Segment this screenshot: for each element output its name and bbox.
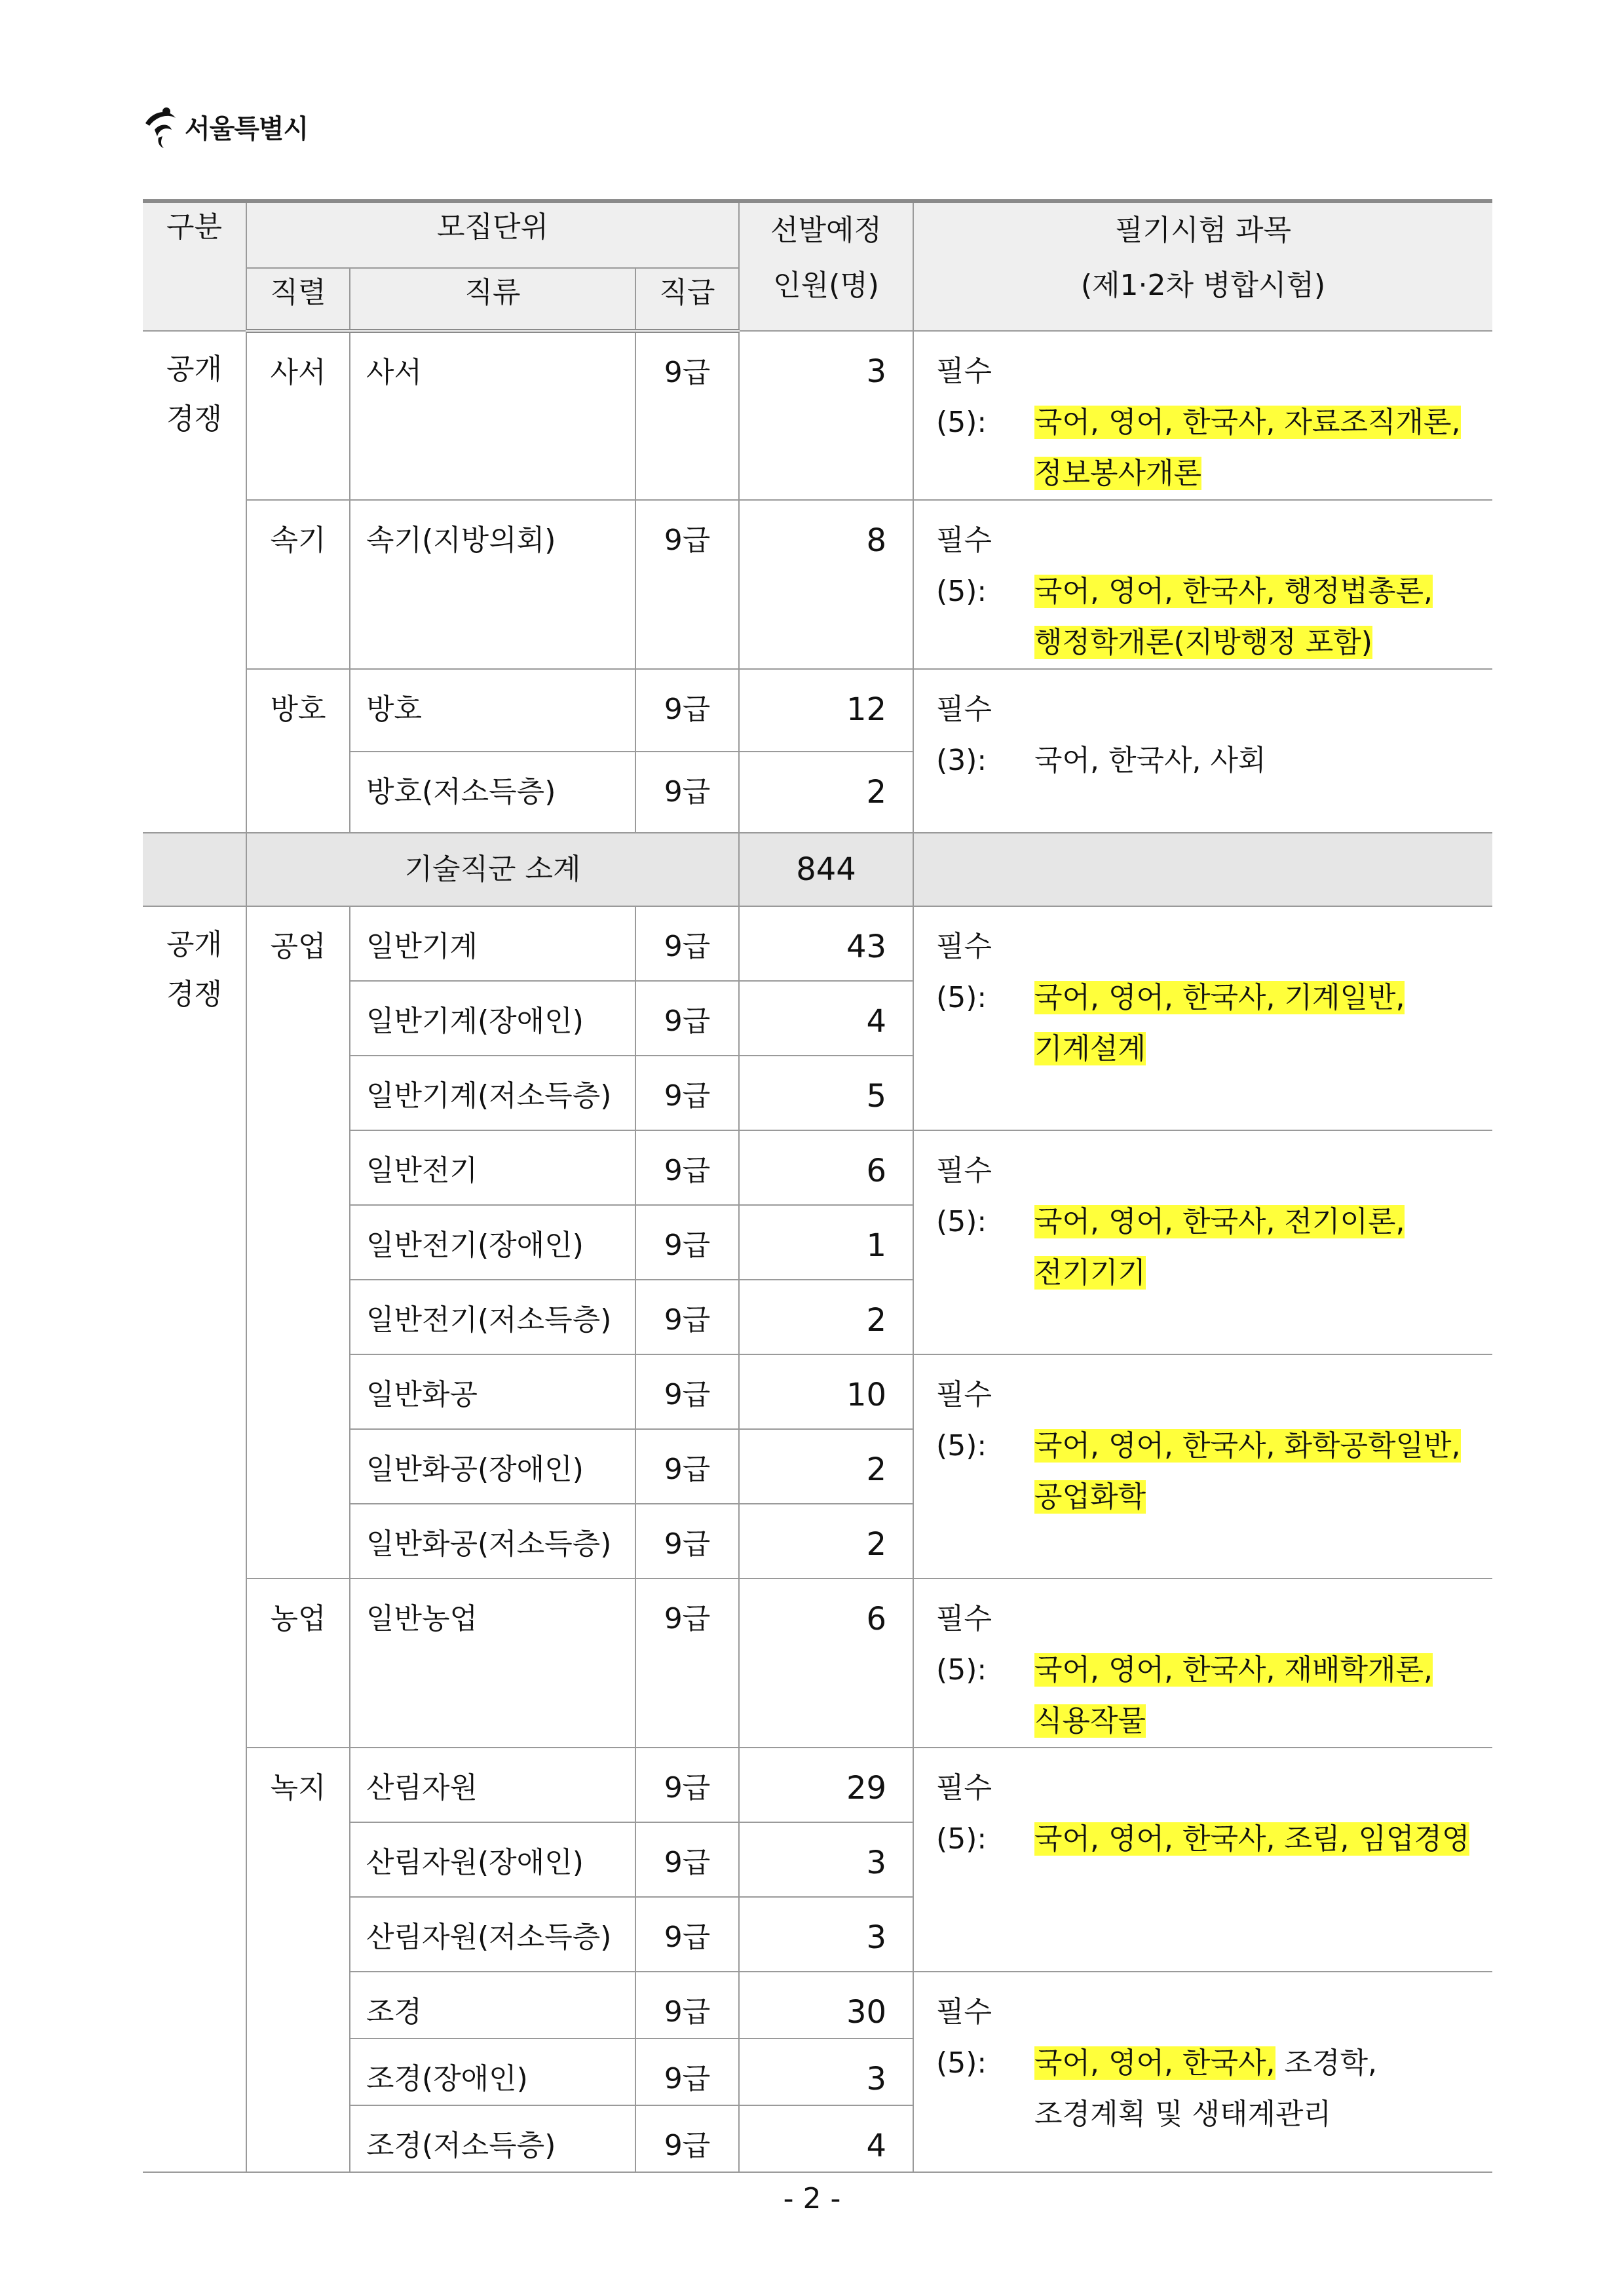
count-value: 2 xyxy=(866,1526,887,1563)
grade-cell xyxy=(635,1972,739,2038)
grade-cell xyxy=(635,1748,739,1822)
jikryu-label: 산림자원(저소득층) xyxy=(366,1921,612,1954)
series-cell xyxy=(246,500,350,669)
subject-line2: 공업화학 xyxy=(1034,1480,1146,1514)
grade-cell xyxy=(635,669,739,752)
grade-label: 9급 xyxy=(664,775,711,809)
subtotal-empty-subject xyxy=(913,833,1492,906)
count-cell xyxy=(739,1897,913,1972)
jikryu-label: 일반화공 xyxy=(366,1378,478,1411)
count-value: 1 xyxy=(866,1227,887,1264)
subject-line1: 국어, 영어, 한국사, 전기이론, xyxy=(1034,1205,1405,1238)
jikryu-cell xyxy=(350,1354,635,1429)
subject-cell xyxy=(913,1130,1492,1354)
subject-line2: 식용작물 xyxy=(1034,1704,1146,1738)
count-value: 10 xyxy=(846,1377,887,1413)
header-count-line2: 인원(명) xyxy=(773,269,879,302)
subject-cell xyxy=(913,1578,1492,1748)
count-value: 29 xyxy=(846,1770,887,1807)
jikryu-label: 일반화공(장애인) xyxy=(366,1453,584,1486)
grade-cell xyxy=(635,752,739,833)
header-jikryeol: 직렬 xyxy=(246,268,350,331)
subject-line1: 국어, 영어, 한국사, 자료조직개론, xyxy=(1034,406,1461,439)
jikryu-label: 조경 xyxy=(366,1995,423,2029)
seoul-logo-icon xyxy=(140,104,181,149)
grade-label: 9급 xyxy=(664,356,711,389)
count-cell xyxy=(739,752,913,833)
count-cell xyxy=(739,1354,913,1429)
jikryu-label: 사서 xyxy=(366,356,423,389)
jikryu-label: 산림자원(장애인) xyxy=(366,1846,584,1879)
subtotal-count-cell xyxy=(739,833,913,906)
jikryu-label: 일반기계 xyxy=(366,930,478,963)
jikryu-cell xyxy=(350,1972,635,2038)
count-value: 3 xyxy=(866,2061,887,2097)
count-cell xyxy=(739,1578,913,1748)
series-label: 방호 xyxy=(270,693,326,726)
jikryu-label: 일반화공(저소득층) xyxy=(366,1527,612,1561)
series-label: 사서 xyxy=(270,356,326,389)
table-row xyxy=(143,331,1492,500)
grade-cell xyxy=(635,1354,739,1429)
jikryu-cell xyxy=(350,1748,635,1822)
grade-label: 9급 xyxy=(664,1846,711,1879)
grade-cell xyxy=(635,1504,739,1578)
count-value: 3 xyxy=(866,1845,887,1881)
subject-line1: 국어, 영어, 한국사, 조림, 임업경영 xyxy=(1034,1822,1470,1856)
jikryu-label: 일반농업 xyxy=(366,1602,478,1636)
count-cell xyxy=(739,1748,913,1822)
jikryu-cell xyxy=(350,906,635,981)
series-label: 농업 xyxy=(270,1602,326,1636)
jikryu-cell xyxy=(350,1205,635,1280)
table-row xyxy=(143,500,1492,669)
jikryu-label: 방호 xyxy=(366,693,423,726)
subject-line1: 국어, 영어, 한국사, 기계일반, xyxy=(1034,981,1405,1014)
jikryu-cell xyxy=(350,331,635,500)
grade-label: 9급 xyxy=(664,1453,711,1486)
subject-text xyxy=(914,1748,1492,1865)
jikryu-cell xyxy=(350,500,635,669)
grade-label: 9급 xyxy=(664,1602,711,1636)
count-cell xyxy=(739,2105,913,2172)
series-cell xyxy=(246,1748,350,2172)
series-label: 녹지 xyxy=(270,1771,326,1805)
jikryu-label: 일반전기(장애인) xyxy=(366,1229,584,1262)
jikryu-label: 일반전기 xyxy=(366,1154,478,1187)
jikryu-label: 방호(저소득층) xyxy=(366,775,556,809)
count-value: 3 xyxy=(866,353,887,390)
count-cell xyxy=(739,1205,913,1280)
jikryu-label: 일반전기(저소득층) xyxy=(366,1303,612,1337)
subject-cell xyxy=(913,500,1492,669)
grade-cell xyxy=(635,2038,739,2105)
subject-line2: 행정학개론(지방행정 포함) xyxy=(1034,626,1372,659)
grade-label: 9급 xyxy=(664,1004,711,1038)
series-label: 공업 xyxy=(270,930,326,963)
count-value: 4 xyxy=(866,2128,887,2164)
count-value: 2 xyxy=(866,1302,887,1339)
header-jikgeup: 직급 xyxy=(635,268,739,331)
grade-cell xyxy=(635,1897,739,1972)
jikryu-label: 일반기계(장애인) xyxy=(366,1004,584,1038)
grade-cell xyxy=(635,1578,739,1748)
table-row xyxy=(143,669,1492,752)
subject-label: 필수(5): xyxy=(936,1771,992,1856)
subject-text xyxy=(914,332,1492,499)
jikryu-cell xyxy=(350,981,635,1056)
subject-line2: 기계설계 xyxy=(1034,1032,1146,1065)
gubun-label: 공개 경쟁 xyxy=(166,353,222,436)
count-cell xyxy=(739,906,913,981)
jikryu-cell xyxy=(350,752,635,833)
grade-cell xyxy=(635,1429,739,1504)
table-row xyxy=(143,1578,1492,1748)
subject-line2: 정보봉사개론 xyxy=(1034,457,1202,490)
grade-cell xyxy=(635,500,739,669)
series-cell xyxy=(246,1578,350,1748)
subject-label: 필수(5): xyxy=(936,1602,992,1687)
subject-text xyxy=(914,1579,1492,1747)
jikryu-label: 조경(저소득층) xyxy=(366,2129,556,2162)
subject-label: 필수(3): xyxy=(936,693,992,777)
subject-line1: 국어, 한국사, 사회 xyxy=(1034,744,1266,777)
count-value: 12 xyxy=(846,691,887,728)
gubun-cell xyxy=(143,906,246,2172)
grade-label: 9급 xyxy=(664,1229,711,1262)
count-cell xyxy=(739,331,913,500)
count-cell xyxy=(739,1429,913,1504)
grade-label: 9급 xyxy=(664,524,711,557)
subject-label: 필수(5): xyxy=(936,1378,992,1463)
count-cell xyxy=(739,669,913,752)
subject-cell xyxy=(913,906,1492,1130)
subject-label: 필수(5): xyxy=(936,524,992,608)
count-value: 30 xyxy=(846,1994,887,2031)
subject-cell xyxy=(913,331,1492,500)
subject-line1: 국어, 영어, 한국사, 행정법총론, xyxy=(1034,575,1433,608)
jikryu-label: 속기(지방의회) xyxy=(366,524,556,557)
subject-line1-highlight: 국어, 영어, 한국사, xyxy=(1034,2046,1275,2080)
grade-label: 9급 xyxy=(664,1154,711,1187)
subject-line1-rest: 조경학, xyxy=(1275,2046,1377,2080)
count-value: 6 xyxy=(866,1601,887,1637)
subtotal-empty xyxy=(143,833,246,906)
grade-label: 9급 xyxy=(664,1378,711,1411)
grade-cell xyxy=(635,1056,739,1130)
series-cell xyxy=(246,906,350,1578)
subject-text xyxy=(914,907,1492,1075)
series-label: 속기 xyxy=(270,524,326,557)
subtotal-label: 기술직군 소계 xyxy=(404,852,581,886)
header-subject xyxy=(913,201,1492,331)
subject-cell xyxy=(913,1972,1492,2172)
count-value: 2 xyxy=(866,1451,887,1488)
jikryu-cell xyxy=(350,669,635,752)
grade-label: 9급 xyxy=(664,2129,711,2162)
subject-line1: 국어, 영어, 한국사, 재배학개론, xyxy=(1034,1653,1433,1687)
grade-label: 9급 xyxy=(664,693,711,726)
subject-cell xyxy=(913,1748,1492,1972)
count-cell xyxy=(739,2038,913,2105)
grade-cell xyxy=(635,331,739,500)
count-cell xyxy=(739,1822,913,1897)
gubun-cell xyxy=(143,331,246,833)
gubun-label: 공개 경쟁 xyxy=(166,928,222,1011)
header-count xyxy=(739,201,913,331)
jikryu-cell xyxy=(350,1429,635,1504)
jikryu-cell xyxy=(350,1280,635,1354)
grade-cell xyxy=(635,981,739,1056)
header-unit: 모집단위 xyxy=(246,201,739,268)
count-value: 2 xyxy=(866,774,887,811)
grade-label: 9급 xyxy=(664,1771,711,1805)
subject-line1: 국어, 영어, 한국사, 화학공학일반, xyxy=(1034,1429,1461,1463)
header-subject-line2: (제1·2차 병합시험) xyxy=(1080,269,1326,302)
header-gubun: 구분 xyxy=(143,201,246,331)
count-cell xyxy=(739,981,913,1056)
count-value: 4 xyxy=(866,1003,887,1040)
grade-label: 9급 xyxy=(664,2062,711,2095)
jikryu-cell xyxy=(350,2038,635,2105)
header-count-line1: 선발예정 xyxy=(770,214,882,247)
series-cell xyxy=(246,331,350,500)
count-value: 3 xyxy=(866,1919,887,1956)
jikryu-label: 일반기계(저소득층) xyxy=(366,1079,612,1113)
grade-cell xyxy=(635,1205,739,1280)
grade-label: 9급 xyxy=(664,930,711,963)
grade-label: 9급 xyxy=(664,1527,711,1561)
subject-label: 필수(5): xyxy=(936,354,992,439)
grade-label: 9급 xyxy=(664,1303,711,1337)
jikryu-cell xyxy=(350,1056,635,1130)
grade-cell xyxy=(635,1280,739,1354)
logo-text: 서울특별시 xyxy=(185,113,309,144)
jikryu-cell xyxy=(350,2105,635,2172)
table-row xyxy=(143,906,1492,981)
grade-cell xyxy=(635,906,739,981)
count-cell xyxy=(739,1972,913,2038)
grade-label: 9급 xyxy=(664,1995,711,2029)
subtotal-label-cell xyxy=(246,833,739,906)
subject-text xyxy=(914,1972,1492,2140)
count-value: 8 xyxy=(866,522,887,559)
jikryu-cell xyxy=(350,1897,635,1972)
table-row xyxy=(143,1748,1492,1822)
count-cell xyxy=(739,500,913,669)
jikryu-label: 조경(장애인) xyxy=(366,2062,528,2095)
subject-label: 필수(5): xyxy=(936,1995,992,2080)
grade-label: 9급 xyxy=(664,1079,711,1113)
header-jikryu: 직류 xyxy=(350,268,635,331)
count-value: 6 xyxy=(866,1153,887,1189)
seoul-logo xyxy=(140,104,308,149)
subtotal-count: 844 xyxy=(796,851,856,888)
subject-label: 필수(5): xyxy=(936,1154,992,1238)
grade-cell xyxy=(635,2105,739,2172)
count-cell xyxy=(739,1504,913,1578)
subtotal-row xyxy=(143,833,1492,906)
grade-label: 9급 xyxy=(664,1921,711,1954)
jikryu-label: 산림자원 xyxy=(366,1771,478,1805)
subject-text xyxy=(914,670,1492,786)
count-cell xyxy=(739,1130,913,1205)
grade-cell xyxy=(635,1130,739,1205)
count-cell xyxy=(739,1280,913,1354)
count-cell xyxy=(739,1056,913,1130)
subject-line2: 조경계획 및 생태계관리 xyxy=(1034,2097,1332,2131)
grade-cell xyxy=(635,1822,739,1897)
subject-text xyxy=(914,1355,1492,1523)
subject-line2: 전기기기 xyxy=(1034,1256,1146,1290)
page-number: - 2 - xyxy=(783,2182,841,2215)
jikryu-cell xyxy=(350,1130,635,1205)
subject-text xyxy=(914,501,1492,668)
jikryu-cell xyxy=(350,1578,635,1748)
recruitment-table xyxy=(143,199,1492,2173)
jikryu-cell xyxy=(350,1822,635,1897)
subject-cell xyxy=(913,1354,1492,1578)
jikryu-cell xyxy=(350,1504,635,1578)
subject-cell xyxy=(913,669,1492,833)
subject-label: 필수(5): xyxy=(936,930,992,1014)
count-value: 43 xyxy=(846,928,887,965)
subject-text xyxy=(914,1131,1492,1299)
series-cell xyxy=(246,669,350,833)
count-value: 5 xyxy=(866,1078,887,1115)
header-subject-line1: 필기시험 과목 xyxy=(1115,214,1292,247)
